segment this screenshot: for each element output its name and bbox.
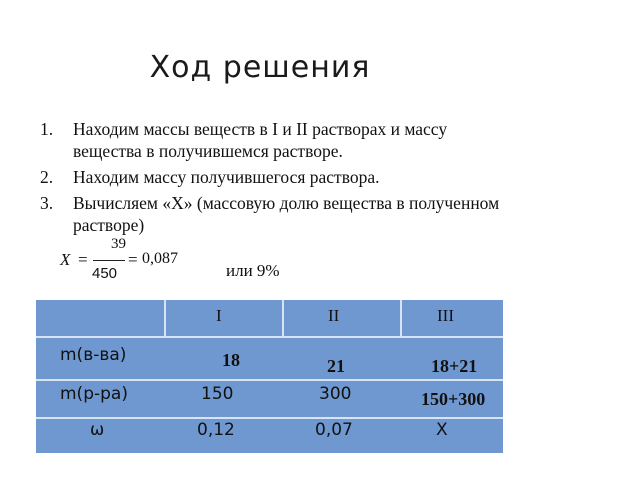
table-cell: 21 bbox=[327, 356, 345, 376]
slide-title: Ход решения bbox=[149, 50, 371, 85]
formula-numerator: 39 bbox=[111, 236, 126, 252]
formula-denominator: 450 bbox=[92, 265, 118, 282]
table-cell: 0,07 bbox=[315, 420, 353, 440]
column-header-III: III bbox=[437, 306, 454, 325]
table-divider bbox=[282, 300, 284, 336]
table-divider bbox=[164, 300, 166, 336]
table-divider bbox=[400, 300, 402, 336]
step-number: 1. bbox=[40, 119, 54, 139]
step-number: 2. bbox=[40, 167, 54, 187]
formula-result: 0,087 bbox=[142, 250, 178, 267]
row-label-mass-fraction: ω bbox=[90, 420, 105, 440]
mass-fraction-formula bbox=[60, 238, 200, 288]
table-divider bbox=[36, 417, 503, 419]
table-divider bbox=[36, 336, 503, 338]
column-header-I: I bbox=[216, 306, 222, 325]
solutions-table bbox=[36, 300, 503, 453]
step-number: 3. bbox=[40, 193, 54, 213]
step-text: Находим массу получившегося раствора. bbox=[73, 167, 380, 187]
row-label-solute-mass: m(в-ва) bbox=[60, 345, 127, 365]
table-cell: 150+300 bbox=[421, 389, 486, 409]
list-item bbox=[40, 118, 510, 162]
fraction-bar bbox=[93, 260, 125, 261]
list-item bbox=[40, 166, 510, 188]
table-cell: 0,12 bbox=[197, 420, 235, 440]
formula-equals: = bbox=[128, 250, 138, 269]
formula-equals: = bbox=[78, 250, 88, 269]
table-cell: 18+21 bbox=[431, 356, 478, 376]
table-cell: 150 bbox=[201, 384, 234, 404]
solution-steps-list bbox=[40, 118, 510, 240]
row-label-solution-mass: m(р-ра) bbox=[60, 384, 128, 404]
table-cell: X bbox=[436, 420, 448, 440]
column-header-II: II bbox=[328, 306, 340, 325]
list-item bbox=[40, 192, 510, 236]
alternate-answer: или 9% bbox=[226, 261, 280, 280]
table-cell: 18 bbox=[222, 350, 240, 370]
step-text: Вычисляем «X» (массовую долю вещества в полученном растворе) bbox=[73, 193, 500, 235]
step-text: Находим массы веществ в I и II растворах и массу вещества в получившемся растворе. bbox=[73, 119, 448, 161]
formula-variable: X bbox=[60, 250, 71, 269]
table-cell: 300 bbox=[319, 384, 352, 404]
table-divider bbox=[36, 379, 503, 381]
